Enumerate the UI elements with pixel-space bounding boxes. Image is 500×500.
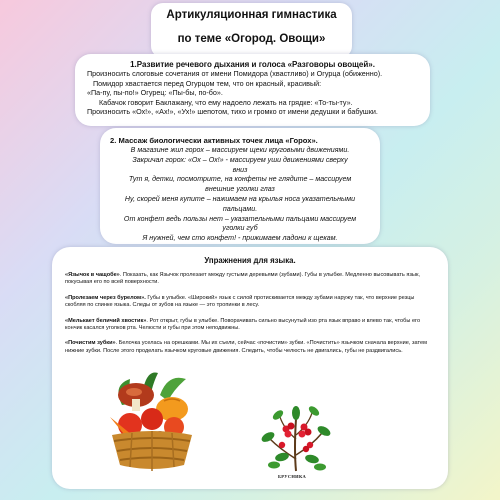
- section-tongue-heading: Упражнения для языка.: [204, 256, 296, 265]
- text-line: Произносить слоговые сочетания от имени Помидора (хвастливо) и Огурца (обиженно).: [87, 69, 383, 78]
- section-breathing-card: [75, 54, 430, 126]
- vegetable-basket-image: [102, 365, 202, 475]
- text-line: Произносить «Ох!», «Ах!», «Ух!» шепотом, тихо и громко от имени дедушки и бабушки.: [87, 107, 378, 117]
- section-breathing-text: [75, 69, 430, 117]
- title-card: [151, 3, 352, 58]
- exercise-item: [52, 272, 448, 287]
- exercise-name: «Пролезаем через бурелом».: [65, 294, 146, 301]
- exercise-name: «Мелькает беличий хвостик»: [65, 317, 147, 324]
- exercise-text: Губы в улыбке. «Широкий» язык с силой протискивается между зубами наружу так, что верхние резцы скобляя по спинке языка. Следы от зубов на языке — это тропинки в лесу.: [65, 294, 415, 309]
- section-tongue-card: [52, 247, 448, 489]
- text-line: «Па-пу, пы-по!» Огурец: «Пы-бы, по-бо».: [87, 88, 223, 98]
- poem-line: уголки губ: [222, 224, 258, 233]
- poem-line: вниз: [232, 165, 248, 174]
- poem-line: В магазине жил горох – массируем щеки круговыми движениями.: [130, 146, 350, 154]
- exercise-text: . Показать, как Язычок пролезает между густыми деревьями (зубами). Губы в улыбке. Медленно высовывать язык, покусывая его по всей поверхности.: [65, 272, 420, 286]
- lingonberry-caption: БРУСНИКА: [278, 474, 307, 479]
- section-massage-card: [100, 128, 380, 244]
- poem-line: Закричал горох: «Ох – Ох!» - массируем уши движениями сверху: [132, 155, 348, 164]
- exercise-name: «Язычок в чащобе»: [65, 272, 120, 278]
- section-massage-heading: 2. Массаж биологически активных точек лица «Горох».: [110, 136, 318, 145]
- exercise-name: «Почистим зубки»: [65, 340, 116, 347]
- lingonberry-plant-image: [260, 399, 332, 473]
- poem-line: внешние уголки глаз: [205, 185, 275, 194]
- section-breathing-heading: 1.Развитие речевого дыхания и голоса «Разговоры овощей».: [130, 60, 375, 69]
- exercise-text: . Рот открыт, губы в улыбке. Поворачивать сильно высунутый изо рта язык вправо и влево так, чтобы его кончик касался уголков рта. Челюсти и губы при этом неподвижны.: [65, 317, 421, 332]
- section-massage-poem: [100, 146, 380, 244]
- text-line: Помидор хвастается перед Огурцом тем, что он красный, красивый:: [93, 78, 322, 88]
- poem-line: Я нужней, чем сто конфет! - прижимаем ладони к щекам.: [142, 234, 338, 243]
- poem-line: Ну, скорей меня купите – нажимаем на крылья носа указательными: [124, 194, 356, 203]
- exercise-item: [52, 318, 448, 333]
- poem-line: Тут я, детки, посмотрите, на конфеты не глядите – массируем: [128, 175, 352, 184]
- exercise-item: [52, 295, 448, 310]
- exercise-item: [52, 340, 448, 355]
- poem-line: От конфет ведь пользы нет – указательными пальцами массируем: [123, 214, 357, 223]
- page-title: Артикуляционная гимнастика: [166, 9, 337, 21]
- page-subtitle: по теме «Огород. Овощи»: [177, 33, 326, 45]
- poem-line: пальцами.: [222, 204, 258, 213]
- text-line: Кабачок говорит Баклажану, что ему надоело лежать на грядке: «То-ты-ту».: [99, 97, 353, 107]
- exercise-text: . Белочка уселась на орешками. Мы их съели, сейчас «почистим» зубки. «Почистить» язычком сначала верхние, затем нижние зубки. После этого проделать язычком круговые движения. Следить, чтобы челюсть не двигались, губы не раздвигались.: [65, 340, 427, 354]
